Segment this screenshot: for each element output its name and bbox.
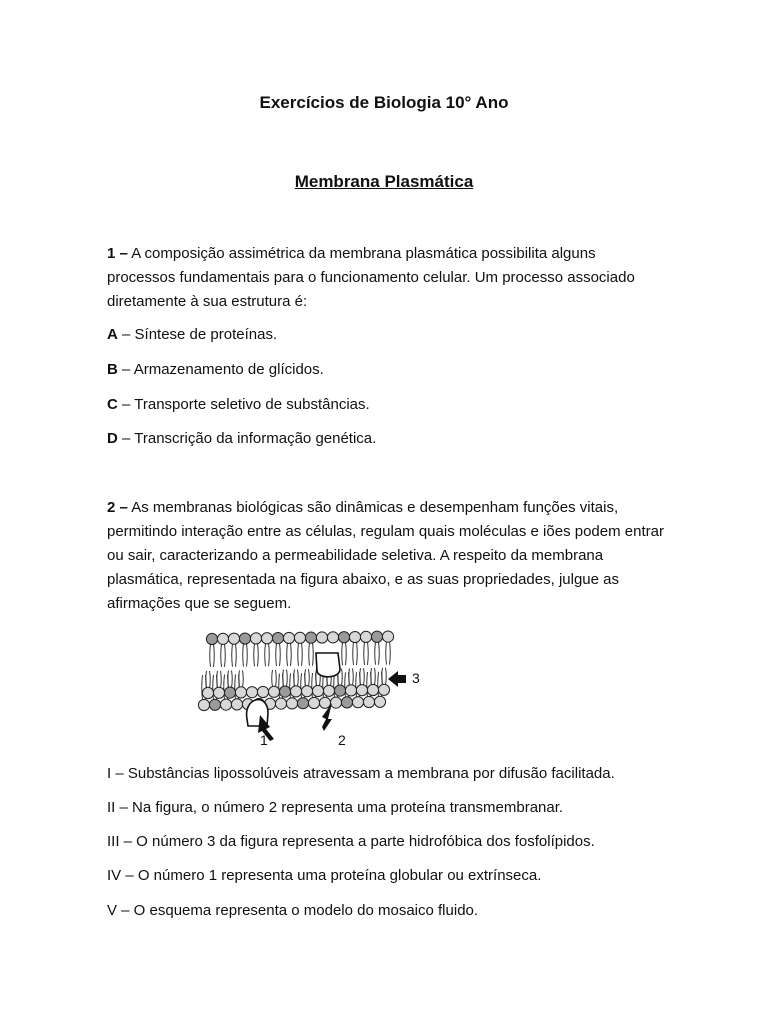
- phospholipid-head: [323, 685, 334, 696]
- statement-i: I – Substâncias lipossolúveis atravessam a membrana por difusão facilitada.: [107, 765, 615, 782]
- option-text: – Síntese de proteínas.: [122, 326, 278, 343]
- phospholipid-head: [239, 633, 250, 644]
- phospholipid-head: [279, 686, 290, 697]
- phospholipid-head: [209, 699, 220, 710]
- phospholipid-head: [341, 697, 352, 708]
- phospholipid-head: [257, 686, 268, 697]
- phospholipid-tail: [287, 643, 292, 666]
- phospholipid-tail: [265, 643, 270, 666]
- phospholipid-head: [316, 632, 327, 643]
- statement-iii: III – O número 3 da figura representa a parte hidrofóbica dos fosfolípidos.: [107, 833, 595, 850]
- protein-top-shape: [316, 653, 340, 677]
- q1-option-c: [107, 393, 667, 417]
- phospholipid-head: [286, 698, 297, 709]
- phospholipid-head: [275, 698, 286, 709]
- statement-v: V – O esquema representa o modelo do mosaico fluido.: [107, 902, 479, 919]
- phospholipid-head: [382, 631, 393, 642]
- phospholipid-head: [268, 686, 279, 697]
- phospholipid-head: [290, 686, 301, 697]
- phospholipid-head: [308, 697, 319, 708]
- phospholipid-tail: [272, 670, 277, 687]
- phospholipid-tail: [210, 644, 215, 667]
- phospholipid-tail: [353, 642, 358, 665]
- phospholipid-head: [334, 685, 345, 696]
- question-2: [107, 496, 667, 616]
- question-2-text: As membranas biológicas são dinâmicas e desempenham funções vitais, permitindo interação entre as células, regulam quais moléculas e iões podem entrar ou sair, caracterizando a permeabilidade seletiva. A respeito da membrana plasmática, representada na figura abaixo, e as suas propriedades, julgue as afirmações que se seguem.: [107, 499, 664, 612]
- phospholipid-head: [213, 687, 224, 698]
- option-letter: D: [107, 430, 118, 447]
- phospholipid-head: [297, 698, 308, 709]
- phospholipid-tail: [375, 642, 380, 665]
- phospholipid-head: [330, 697, 341, 708]
- phospholipid-head: [371, 631, 382, 642]
- phospholipid-head: [235, 687, 246, 698]
- phospholipid-head: [352, 697, 363, 708]
- figure-label-3: 3: [412, 670, 420, 686]
- phospholipid-head: [283, 632, 294, 643]
- phospholipid-head: [349, 631, 360, 642]
- option-text: – Transporte seletivo de substâncias.: [122, 396, 370, 413]
- option-text: – Armazenamento de glícidos.: [122, 361, 324, 378]
- phospholipid-head: [356, 685, 367, 696]
- option-text: – Transcrição da informação genética.: [122, 430, 377, 447]
- phospholipid-head: [231, 699, 242, 710]
- phospholipid-tail: [342, 642, 347, 665]
- phospholipid-head: [224, 687, 235, 698]
- phospholipid-tail: [298, 643, 303, 666]
- phospholipid-head: [202, 687, 213, 698]
- phospholipid-head: [246, 687, 257, 698]
- question-2-number: 2 –: [107, 499, 128, 516]
- q1-option-d: [107, 427, 667, 451]
- phospholipid-head: [217, 633, 228, 644]
- phospholipid-head: [378, 684, 389, 695]
- option-letter: A: [107, 326, 118, 343]
- document-title: Exercícios de Biologia 10° Ano: [259, 93, 509, 112]
- phospholipid-tail: [221, 644, 226, 667]
- phospholipid-head: [345, 685, 356, 696]
- phospholipid-tail: [243, 644, 248, 667]
- phospholipid-head: [294, 632, 305, 643]
- statement-ii: II – Na figura, o número 2 representa uma proteína transmembranar.: [107, 799, 564, 816]
- figure-label-2: 2: [338, 732, 346, 748]
- phospholipid-head: [319, 697, 330, 708]
- statement-iv: IV – O número 1 representa uma proteína globular ou extrínseca.: [107, 867, 542, 884]
- option-letter: B: [107, 361, 118, 378]
- phospholipid-tail: [309, 643, 314, 666]
- phospholipid-head: [360, 631, 371, 642]
- phospholipid-head: [250, 633, 261, 644]
- phospholipid-head: [261, 633, 272, 644]
- phospholipid-head: [327, 632, 338, 643]
- phospholipid-head: [338, 632, 349, 643]
- phospholipid-tail: [254, 643, 259, 666]
- document-subtitle: Membrana Plasmática: [294, 172, 474, 191]
- question-1-number: 1 –: [107, 245, 128, 262]
- phospholipid-head: [305, 632, 316, 643]
- question-1: [107, 242, 667, 314]
- phospholipid-tail: [276, 643, 281, 666]
- membrane-figure: [190, 627, 430, 749]
- option-letter: C: [107, 396, 118, 413]
- phospholipid-head: [228, 633, 239, 644]
- figure-label-1: 1: [260, 732, 268, 748]
- arrow-3-icon: [388, 671, 406, 687]
- question-1-text: A composição assimétrica da membrana plasmática possibilita alguns processos fundamentais para o funcionamento celular. Um processo associado diretamente à sua estrutura é:: [107, 245, 635, 310]
- phospholipid-tail: [364, 642, 369, 665]
- q1-option-b: [107, 358, 667, 382]
- phospholipid-head: [272, 633, 283, 644]
- phospholipid-head: [367, 684, 378, 695]
- phospholipid-tail: [232, 644, 237, 667]
- phospholipid-head: [374, 696, 385, 707]
- phospholipid-tail: [386, 642, 391, 665]
- phospholipid-head: [363, 696, 374, 707]
- phospholipid-head: [312, 685, 323, 696]
- phospholipid-head: [301, 686, 312, 697]
- phospholipid-head: [206, 633, 217, 644]
- q1-option-a: [107, 323, 667, 347]
- phospholipid-head: [198, 699, 209, 710]
- phospholipid-head: [220, 699, 231, 710]
